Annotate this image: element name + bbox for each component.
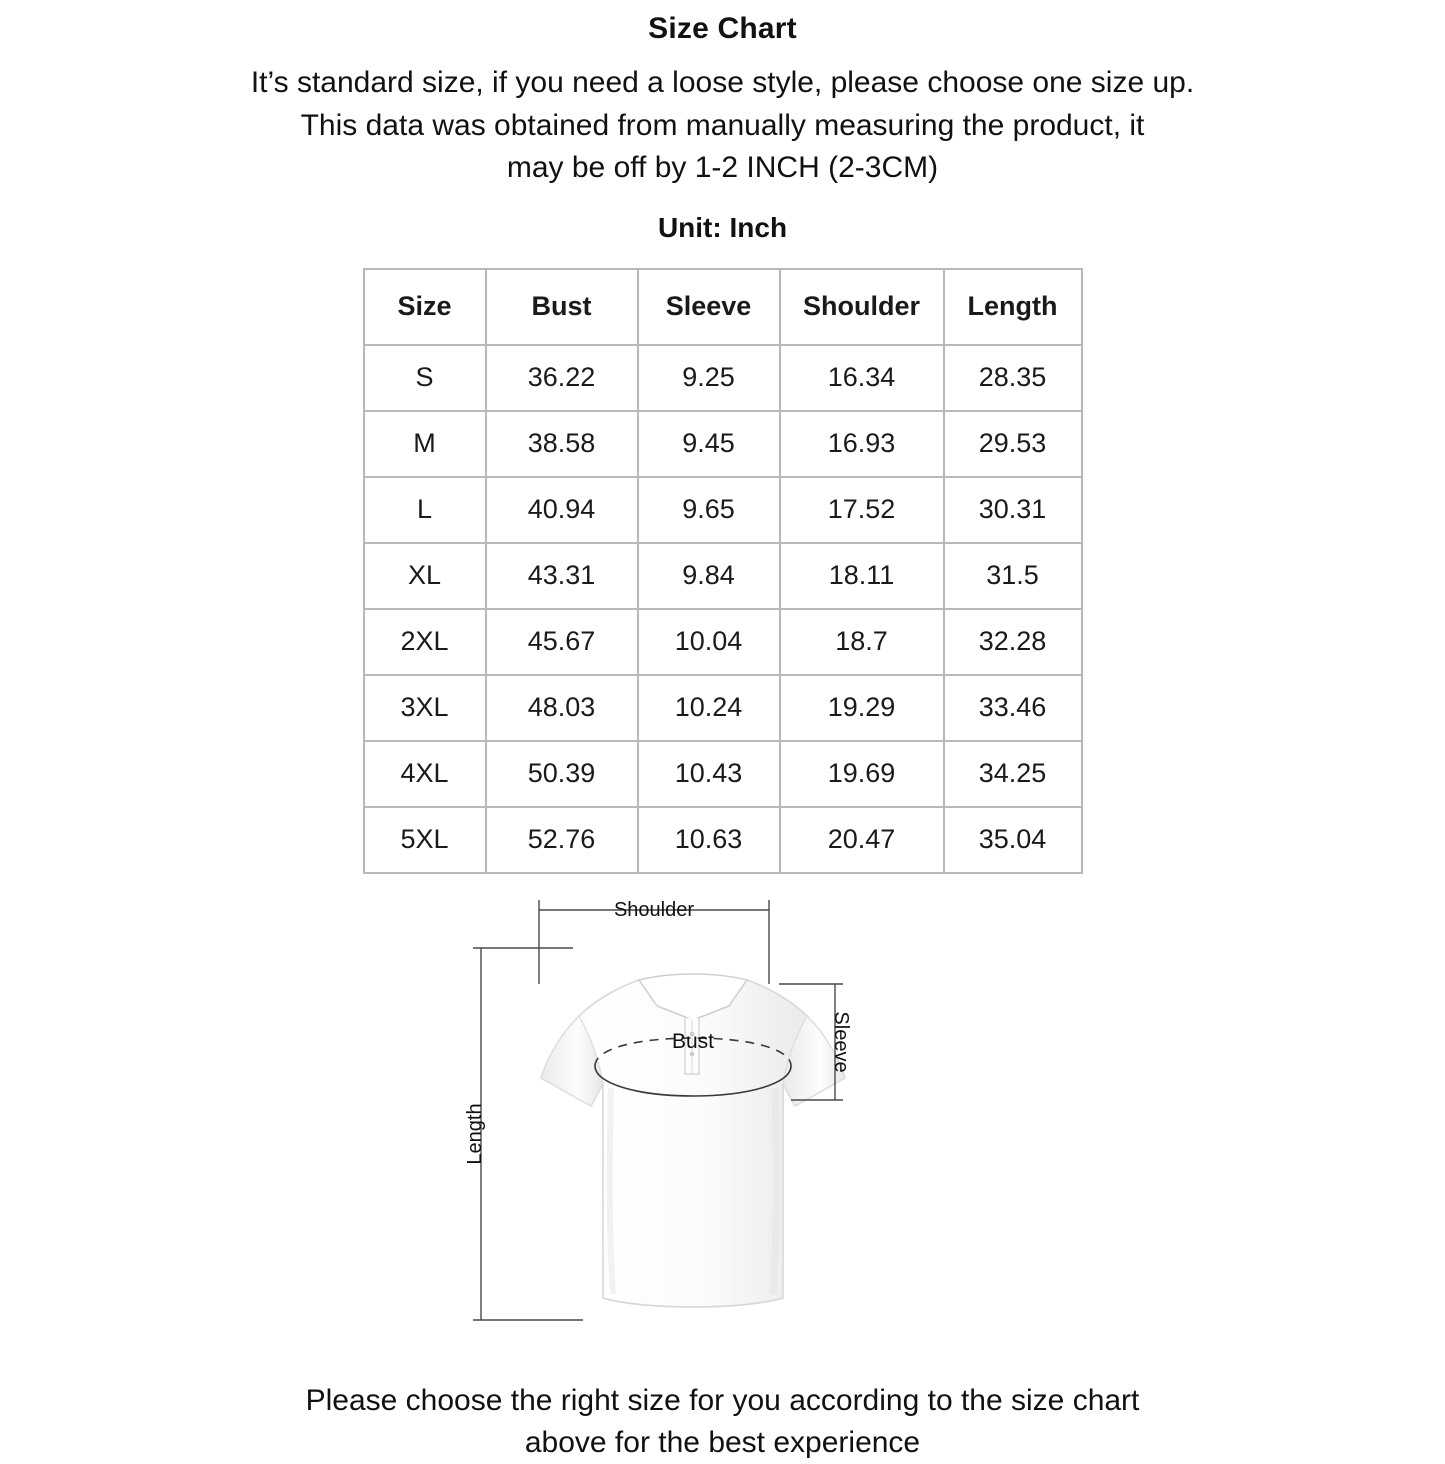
cell-sleeve: 10.63 — [638, 807, 780, 873]
table-row — [364, 741, 1082, 807]
cell-size: 3XL — [364, 675, 486, 741]
cell-shoulder: 17.52 — [780, 477, 944, 543]
cell-length: 34.25 — [944, 741, 1082, 807]
cell-shoulder: 18.7 — [780, 609, 944, 675]
table-row — [364, 609, 1082, 675]
cell-sleeve: 9.84 — [638, 543, 780, 609]
cell-shoulder: 19.69 — [780, 741, 944, 807]
cell-size: 4XL — [364, 741, 486, 807]
size-table — [363, 268, 1083, 874]
cell-length: 31.5 — [944, 543, 1082, 609]
cell-bust: 52.76 — [486, 807, 638, 873]
cell-shoulder: 18.11 — [780, 543, 944, 609]
cell-length: 33.46 — [944, 675, 1082, 741]
shoulder-label-text: Shoulder — [613, 898, 694, 921]
cell-size: XL — [364, 543, 486, 609]
footer-line-1: Please choose the right size for you according to the size chart — [305, 1383, 1140, 1417]
cell-size: M — [364, 411, 486, 477]
bust-label-text: Bust — [671, 1029, 714, 1053]
cell-size: L — [364, 477, 486, 543]
cell-bust: 48.03 — [486, 675, 638, 741]
cell-bust: 38.58 — [486, 411, 638, 477]
table-row — [364, 411, 1082, 477]
cell-size: S — [364, 345, 486, 411]
cell-length: 35.04 — [944, 807, 1082, 873]
column-header-bust: Bust — [486, 269, 638, 345]
page-title: Size Chart — [648, 12, 797, 45]
table-row — [364, 345, 1082, 411]
cell-sleeve: 9.65 — [638, 477, 780, 543]
cell-sleeve: 10.04 — [638, 609, 780, 675]
cell-shoulder: 20.47 — [780, 807, 944, 873]
cell-sleeve: 10.24 — [638, 675, 780, 741]
table-row — [364, 807, 1082, 873]
cell-shoulder: 19.29 — [780, 675, 944, 741]
cell-length: 29.53 — [944, 411, 1082, 477]
column-header-length: Length — [944, 269, 1082, 345]
cell-length: 30.31 — [944, 477, 1082, 543]
intro-line-1: It’s standard size, if you need a loose style, please choose one size up. — [250, 66, 1195, 99]
sleeve-label-text: Sleeve — [829, 1011, 852, 1073]
cell-bust: 45.67 — [486, 609, 638, 675]
column-header-sleeve: Sleeve — [638, 269, 780, 345]
footer-line-2: above for the best experience — [524, 1425, 921, 1459]
cell-sleeve: 10.43 — [638, 741, 780, 807]
cell-bust: 43.31 — [486, 543, 638, 609]
cell-size: 2XL — [364, 609, 486, 675]
intro-text — [251, 62, 1194, 190]
polo-shirt-illustration — [541, 974, 845, 1307]
cell-bust: 50.39 — [486, 741, 638, 807]
cell-length: 32.28 — [944, 609, 1082, 675]
table-row — [364, 477, 1082, 543]
cell-length: 28.35 — [944, 345, 1082, 411]
cell-shoulder: 16.93 — [780, 411, 944, 477]
footer-text — [306, 1380, 1140, 1464]
column-header-shoulder: Shoulder — [780, 269, 944, 345]
intro-line-2: This data was obtained from manually measuring the product, it — [300, 108, 1145, 142]
column-header-size: Size — [364, 269, 486, 345]
table-row — [364, 675, 1082, 741]
measurement-diagram — [443, 888, 1003, 1358]
unit-label: Unit: Inch — [657, 211, 788, 243]
table-row — [364, 543, 1082, 609]
cell-bust: 36.22 — [486, 345, 638, 411]
cell-sleeve: 9.25 — [638, 345, 780, 411]
cell-sleeve: 9.45 — [638, 411, 780, 477]
cell-size: 5XL — [364, 807, 486, 873]
length-label-text: Length — [463, 1103, 486, 1165]
cell-bust: 40.94 — [486, 477, 638, 543]
intro-line-3: may be off by 1-2 INCH (2-3CM) — [506, 151, 939, 185]
table-header-row — [364, 269, 1082, 345]
cell-shoulder: 16.34 — [780, 345, 944, 411]
